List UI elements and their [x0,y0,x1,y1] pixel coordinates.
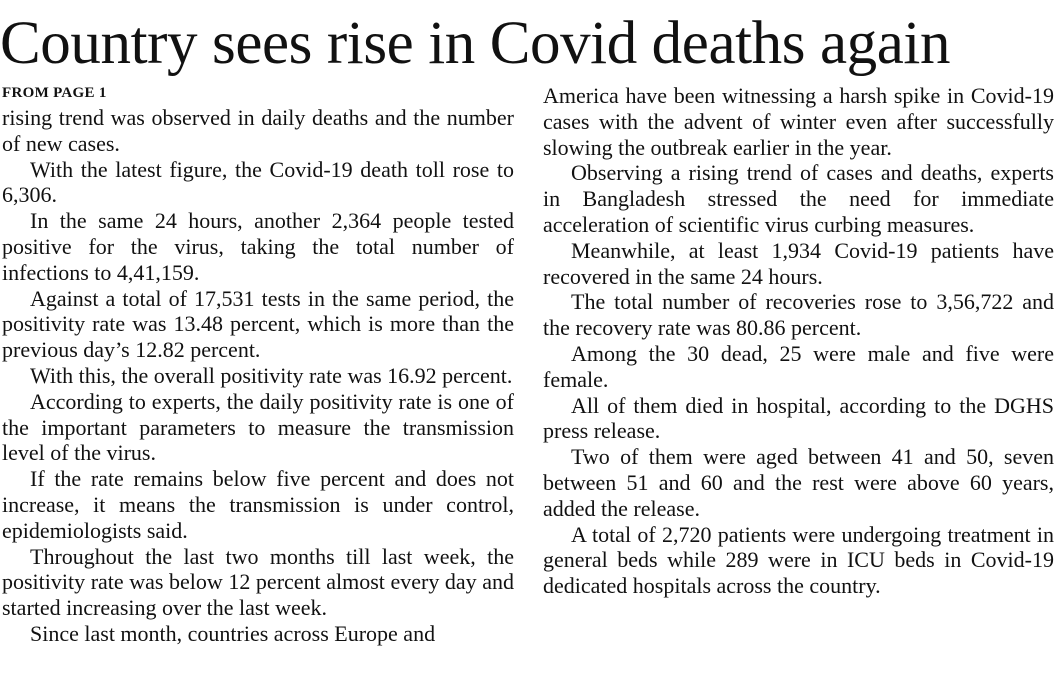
paragraph: According to experts, the daily positivity rate is one of the important parameters to measure the transmission level of the virus. [2,388,514,466]
paragraph: America have been witnessing a harsh spike in Covid-19 cases with the advent of winter even after successfully slowing the outbreak earlier in the year. [543,83,1054,160]
headline: Country sees rise in Covid deaths again [0,10,951,77]
paragraph: Against a total of 17,531 tests in the same period, the positivity rate was 13.48 percent, which is more than the previous day’s 12.82 percent. [2,285,514,363]
jump-from-label: FROM PAGE 1 [2,85,107,101]
paragraph: Meanwhile, at least 1,934 Covid-19 patients have recovered in the same 24 hours. [543,237,1054,289]
article-column-right [543,83,1054,599]
paragraph: With this, the overall positivity rate was 16.92 percent. [30,362,513,388]
paragraph: Observing a rising trend of cases and deaths, experts in Bangladesh stressed the need for immediate acceleration of scientific virus curbing measures. [543,160,1054,237]
paragraph: rising trend was observed in daily deaths and the number of new cases. [2,105,514,156]
paragraph: Among the 30 dead, 25 were male and five were female. [543,340,1054,392]
paragraph: With the latest figure, the Covid-19 death toll rose to 6,306. [2,156,514,208]
paragraph: In the same 24 hours, another 2,364 people tested positive for the virus, taking the total number of infections to 4,41,159. [2,208,514,285]
paragraph: The total number of recoveries rose to 3,56,722 and the recovery rate was 80.86 percent. [543,289,1054,341]
paragraph: Throughout the last two months till last week, the positivity rate was below 12 percent almost every day and started increasing over the last week. [2,543,514,621]
paragraph: All of them died in hospital, according to the DGHS press release. [543,392,1054,444]
paragraph: A total of 2,720 patients were undergoing treatment in general beds while 289 were in ICU beds in Covid-19 dedicated hospitals across the country. [543,521,1054,599]
paragraph: Since last month, countries across Europe and [30,620,436,646]
article-column-left [2,105,514,647]
paragraph: Two of them were aged between 41 and 50, seven between 51 and 60 and the rest were above 60 years, added the release. [543,444,1054,521]
paragraph: If the rate remains below five percent and does not increase, it means the transmission is under control, epidemiologists said. [2,466,514,543]
